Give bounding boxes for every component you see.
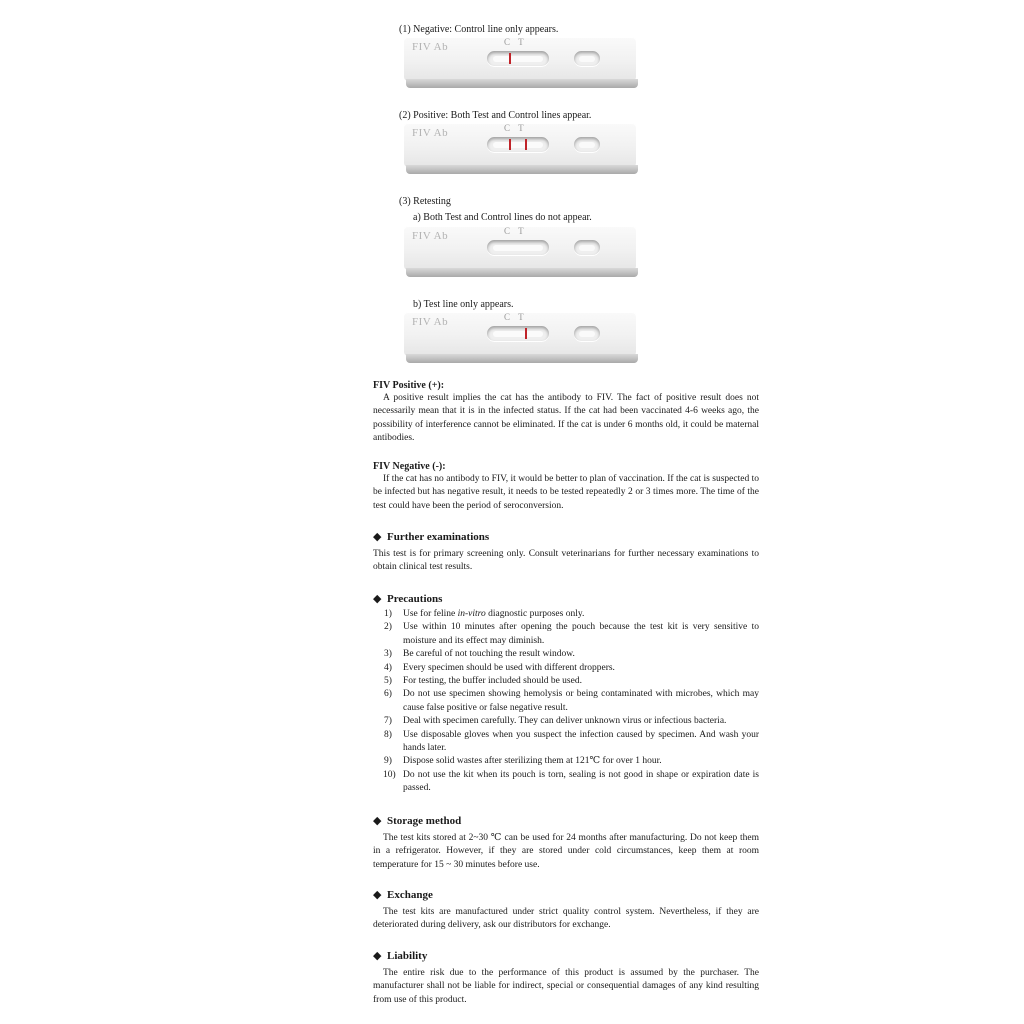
cassette-brand-label: FIV Ab [412,230,449,242]
cassette-ct-label: C T [504,37,527,47]
sample-well [574,51,600,66]
sample-well [574,240,600,255]
precautions-heading-text: Precautions [387,593,443,605]
liability-heading-text: Liability [387,950,428,962]
result-subcaption-invalid: a) Both Test and Control lines do not appear. [413,212,592,223]
storage-heading [373,814,461,828]
diamond-bullet-icon: ◆ [373,889,382,901]
list-item: 7) Deal with specimen carefully. They can deliver unknown virus or infectious bacteria. [384,716,727,727]
diamond-bullet-icon: ◆ [373,815,382,827]
liability-heading [373,949,427,963]
negative-heading: FIV Negative (-): [373,461,446,472]
result-caption-test-only: b) Test line only appears. [413,299,514,310]
list-item: 6) Do not use specimen showing hemolysis or being contaminated with microbes, which may cause false positive or false negative result. [384,689,759,713]
result-caption-positive: (2) Positive: Both Test and Control lines appear. [399,110,592,121]
further-text: This test is for primary screening only. Consult veterinarians for further necessary examinations to obtain clinical test results. [373,549,759,573]
positive-heading: FIV Positive (+): [373,380,445,391]
test-cassette-positive [404,123,638,175]
exchange-heading-text: Exchange [387,889,433,901]
test-cassette-negative [404,37,638,89]
further-heading-text: Further examinations [387,531,490,543]
list-item: 4) Every specimen should be used with different droppers. [384,662,615,673]
sample-well [574,137,600,152]
precautions-heading [373,592,442,606]
cassette-ct-label: C T [504,312,527,322]
test-cassette-invalid [404,226,638,278]
list-item: 5) For testing, the buffer included should be used. [384,676,582,687]
result-window [487,51,549,66]
list-item: 9) Dispose solid wastes after sterilizing them at 121℃ for over 1 hour. [384,756,662,767]
list-item: 10) Do not use the kit when its pouch is torn, sealing is not good in shape or expiration date is passed. [383,769,759,794]
result-window [487,240,549,255]
test-line [525,328,527,339]
precautions-list [373,608,759,796]
cassette-brand-label: FIV Ab [412,127,449,139]
cassette-ct-label: C T [504,123,527,133]
sample-well [574,326,600,341]
result-caption-retesting: (3) Retesting [399,196,451,207]
result-window [487,326,549,341]
cassette-ct-label: C T [504,226,527,236]
list-item: 3) Be careful of not touching the result window. [384,649,575,660]
result-caption-negative: (1) Negative: Control line only appears. [399,24,559,35]
further-heading [373,530,489,544]
test-line [525,139,527,150]
negative-text: If the cat has no antibody to FIV, it would be better to plan of vaccination. If the cat is suspected to be infected but has negative result, it needs to be tested repeatedly 2 or 3 times more. The time of the test could have been the period of seroconversion. [373,474,759,511]
list-item: 2) Use within 10 minutes after opening the pouch because the test kit is very sensitive to moisture and its effect may diminish. [384,622,759,646]
cassette-brand-label: FIV Ab [412,316,449,328]
control-line [509,139,511,150]
diamond-bullet-icon: ◆ [373,950,382,962]
exchange-text: The test kits are manufactured under strict quality control system. Nevertheless, if they are deteriorated during delivery, ask our distributors for exchange. [373,907,759,931]
storage-heading-text: Storage method [387,815,462,827]
diamond-bullet-icon: ◆ [373,593,382,605]
storage-text: The test kits stored at 2~30 ℃ can be used for 24 months after manufacturing. Do not keep them in a refrigerator. However, if they are stored under cold circumstances, keep them at room temperature for 15 ~ 30 minutes before use. [373,833,759,870]
cassette-brand-label: FIV Ab [412,41,449,53]
exchange-heading [373,888,433,902]
result-window [487,137,549,152]
test-cassette-test-only [404,312,638,364]
list-item: 8) Use disposable gloves when you suspect the infection caused by specimen. And wash your hands later. [384,729,759,754]
diamond-bullet-icon: ◆ [373,531,382,543]
list-item: 1) Use for feline in-vitro diagnostic purposes only. [384,609,585,619]
control-line [509,53,511,64]
positive-text: A positive result implies the cat has the antibody to FIV. The fact of positive result does not necessarily mean that it is in the infected status. If the cat had been vaccinated 4-6 weeks ago, the possibility of interference cannot be eliminated. If the cat is under 6 months old, it could be maternal antibodies. [373,393,759,444]
liability-text: The entire risk due to the performance of this product is assumed by the purchaser. The manufacturer shall not be liable for indirect, special or consequential damages of any kind resulting from use of this product. [373,968,759,1005]
